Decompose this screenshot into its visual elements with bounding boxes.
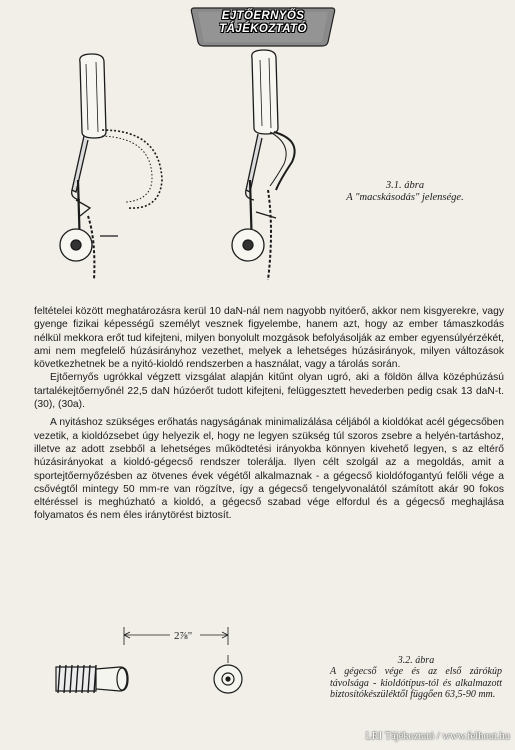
housing-coil xyxy=(56,665,128,693)
paragraph-3: A nyitáshoz szükséges erőhatás nagyságának minimalizálása céljából a kioldókat acél gégecsőben vezetik, a kioldózsebet úgy helyezik el, hogy ne legyen szükség túl szoros zsebre a helyén-tartáshoz, illetve az adott zsebből a lehetséges működtetési irányokba könnyen kivehető legyen, s az eltérő húzásirányokat a kioldó-gégecső rendszer tolerálja. Ilyen célt szolgál az a megoldás, amit a sportejtőernyőzésben az ötvenes évek végétől alkalmaznak - a gégecső kioldófogantyú felőli vége a csővégtől mintegy 50 mm-re van rögzítve, így a gégecső tengelyvonalától számított akár 90 fokos eltéréssel is meghúzható a kioldó, a gégecső szabad vége elfordul és a gégecső meghajlása folyamatos és nem éles iránytörést biztosít. xyxy=(34,417,504,522)
paragraph-1: feltételei között meghatározásra kerül 10 daN-nál nem nagyobb nyitóerő, akkor nem kisgyerekre, vagy gyenge fizikai képességű személyt vesznek figyelembe, hanem azt, hogy az ember támaszkodás nélkül mekkora erőt tud kifejteni, milyen bonyolult mozgások befolyásolják az ember egyensúlyérzékét, ami nem megfelelő húzásirányhoz vezethet, melyek a lehetséges húzásirányok, milyen változások következhetnek be a nyitó-kioldó rendszerben a használat, vagy a tárolás során. xyxy=(34,306,504,371)
figure1-caption xyxy=(330,180,480,204)
figure-ripcord-illustration xyxy=(40,40,340,302)
right-ripcord-drawing xyxy=(232,50,295,280)
dimension-label: 2⅞" xyxy=(174,630,193,642)
paragraph-2: Ejtőernyős ugrókkal végzett vizsgálat alapján kitűnt olyan ugró, aki a földön állva középhúzású tartalékejtőernyőnél 22,5 daN húzóerőt tudott kifejteni, felüggesztett hevederben pedig csak 13 daN-t. (30), (30a). xyxy=(34,372,504,411)
figure2-caption xyxy=(330,655,502,701)
header-title-line2: TÁJÉKOZTATÓ xyxy=(219,23,307,35)
left-ripcord-drawing xyxy=(60,54,162,280)
header-title xyxy=(188,10,338,36)
header-title-line1: EJTŐERNYŐS xyxy=(221,10,305,22)
figure1-caption-text: A "macskásodás" jelensége. xyxy=(346,192,464,203)
footer-watermark: LRI Tájékoztató / www.felhout.hu xyxy=(365,731,510,742)
figure-housing-dimension xyxy=(50,615,340,715)
figure1-number: 3.1. ábra xyxy=(385,180,425,191)
cone-end-view xyxy=(214,655,242,693)
figure2-caption-text: A gégecső vége és az első zárókúp távolsága - kioldótípus-tól és alkalmazott biztosítókészüléktől függően 63,5-90 mm. xyxy=(330,666,502,701)
body-text xyxy=(34,305,504,523)
figure2-number: 3.2. ábra xyxy=(397,655,435,666)
